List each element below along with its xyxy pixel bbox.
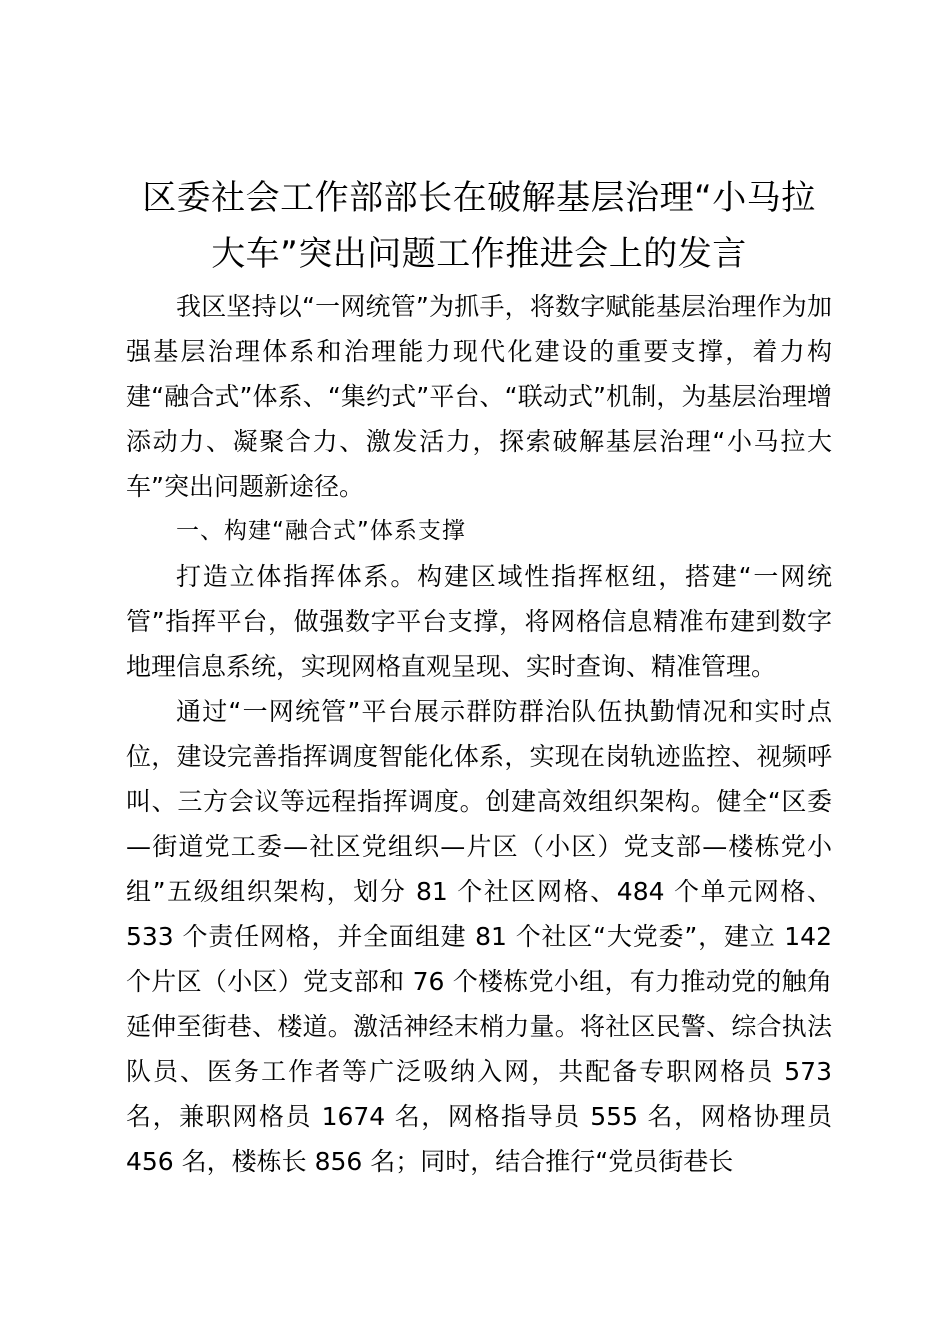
paragraph-organization: 通过“一网统管”平台展示群防群治队伍执勤情况和实时点位，建设完善指挥调度智能化体系，实现在岗轨迹监控、视频呼叫、三方会议等远程指挥调度。创建高效组织架构。健全“区委—街道党工委—社区党组织—片区（小区）党支部—楼栋党小组”五级组织架构，划分 81 个社区网格、484 个单元网格、533 个责任网格，并全面组建 81 个社区“大党委”，建立 142 个片区（小区）党支部和 76 个楼栋党小组，有力推动党的触角延伸至街巷、楼道。激活神经末梢力量。将社区民警、综合执法队员、医务工作者等广泛吸纳入网，共配备专职网格员 573 名，兼职网格员 1674 名，网格指导员 555 名，网格协理员 456 名，楼栋长 856 名；同时，结合推行“党员街巷长	[126, 697, 832, 1176]
document-page	[126, 170, 832, 1184]
section-heading-1: 一、构建“融合式”体系支撑	[176, 518, 466, 544]
title-line-1: 区委社会工作部部长在破解基层治理“小马拉	[142, 178, 816, 218]
title-line-2: 大车”突出问题工作推进会上的发言	[211, 234, 747, 274]
intro-paragraph: 我区坚持以“一网统管”为抓手，将数字赋能基层治理作为加强基层治理体系和治理能力现代化建设的重要支撑，着力构建“融合式”体系、“集约式”平台、“联动式”机制，为基层治理增添动力、凝聚合力、激发活力，探索破解基层治理“小马拉大车”突出问题新途径。	[126, 292, 832, 501]
document-body	[126, 284, 832, 1184]
paragraph-command-system: 打造立体指挥体系。构建区域性指挥枢纽，搭建“一网统管”指挥平台，做强数字平台支撑，将网格信息精准布建到数字地理信息系统，实现网格直观呈现、实时查询、精准管理。	[126, 562, 832, 681]
document-title	[116, 170, 842, 282]
